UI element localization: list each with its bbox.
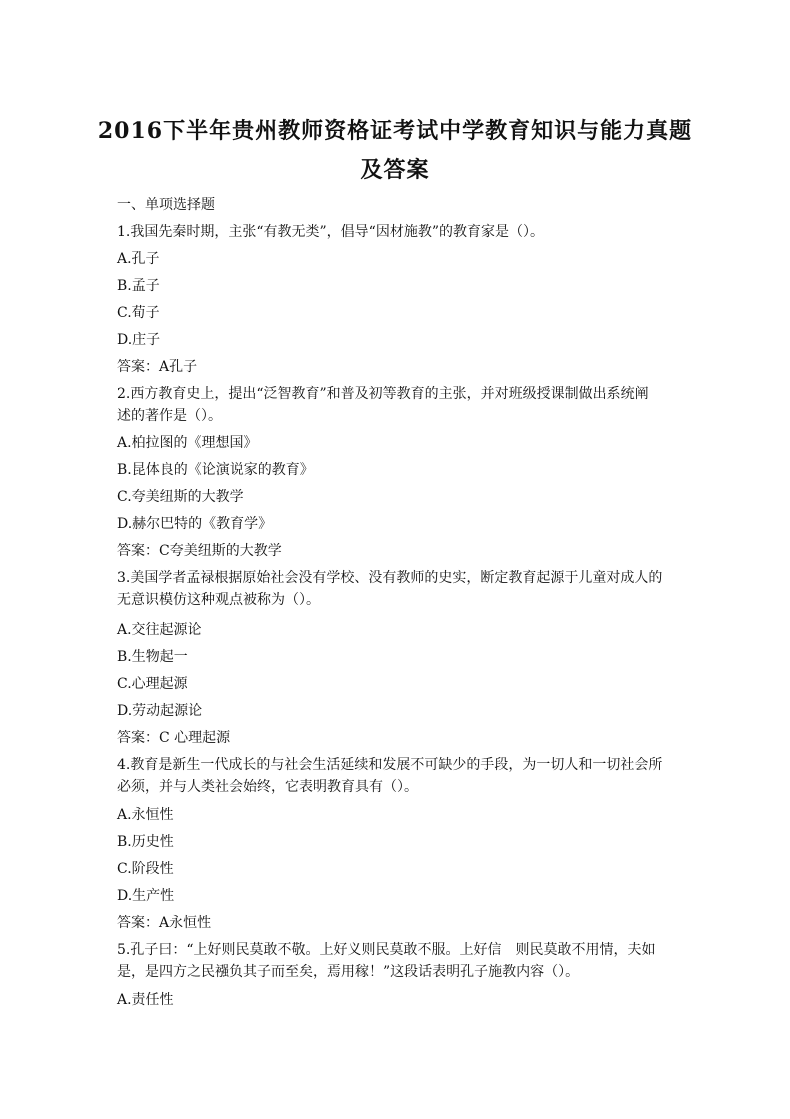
question-2-stem-line1: 2.西方教育史上，提出“泛智教育”和普及初等教育的主张，并对班级授课制做出系统阐 — [117, 386, 649, 402]
question-2-option-d: D.赫尔巴特的《教育学》 — [117, 516, 273, 532]
question-1-answer: 答案：A孔子 — [117, 359, 198, 375]
question-4-option-d: D.生产性 — [117, 888, 175, 904]
section-heading: 一、单项选择题 — [117, 197, 215, 213]
question-4-option-b: B.历史性 — [117, 834, 174, 850]
document-title-line2: 及答案 — [360, 157, 430, 183]
question-3-stem-line2: 无意识模仿这种观点被称为（）。 — [117, 592, 320, 608]
question-4-stem-line1: 4.教育是新生一代成长的与社会生活延续和发展不可缺少的手段，为一切人和一切社会所 — [117, 757, 663, 773]
question-4-stem-line2: 必须，并与人类社会始终，它表明教育具有（）。 — [117, 779, 418, 795]
question-1-stem: 1.我国先秦时期，主张“有教无类”，倡导“因材施教”的教育家是（）。 — [117, 224, 544, 240]
question-4-option-c: C.阶段性 — [117, 861, 174, 877]
question-3-option-c: C.心理起源 — [117, 676, 188, 692]
question-2-option-b: B.昆体良的《论演说家的教育》 — [117, 462, 314, 478]
question-4-answer: 答案：A永恒性 — [117, 915, 212, 931]
question-3-option-d: D.劳动起源论 — [117, 703, 203, 719]
question-1-option-b: B.孟子 — [117, 278, 160, 294]
question-2-option-a: A.柏拉图的《理想国》 — [117, 435, 258, 451]
question-3-stem-line1: 3.美国学者孟禄根据原始社会没有学校、没有教师的史实，断定教育起源于儿童对成人的 — [117, 570, 663, 586]
question-5-option-a: A.责任性 — [117, 992, 174, 1008]
question-3-option-b: B.生物起一 — [117, 649, 188, 665]
question-5-stem-line2: 是，是四方之民襁负其子而至矣，焉用稼！”这段话表明孔子施教内容（）。 — [117, 964, 580, 980]
question-1-option-d: D.庄子 — [117, 332, 161, 348]
question-3-answer: 答案：C 心理起源 — [117, 730, 231, 746]
question-1-option-c: C.荀子 — [117, 305, 160, 321]
question-3-option-a: A.交往起源论 — [117, 622, 202, 638]
question-2-answer: 答案：C夸美纽斯的大教学 — [117, 543, 282, 559]
document-title: 2016下半年贵州教师资格证考试中学教育知识与能力真题 — [97, 118, 693, 144]
question-1-option-a: A.孔子 — [117, 251, 160, 267]
question-4-option-a: A.永恒性 — [117, 807, 174, 823]
question-5-stem-line1: 5.孔子曰：“上好则民莫敢不敬。上好义则民莫敢不服。上好信 则民莫敢不用情，夫如 — [117, 942, 656, 958]
question-2-stem-line2: 述的著作是（）。 — [117, 408, 222, 424]
question-2-option-c: C.夸美纽斯的大教学 — [117, 489, 244, 505]
